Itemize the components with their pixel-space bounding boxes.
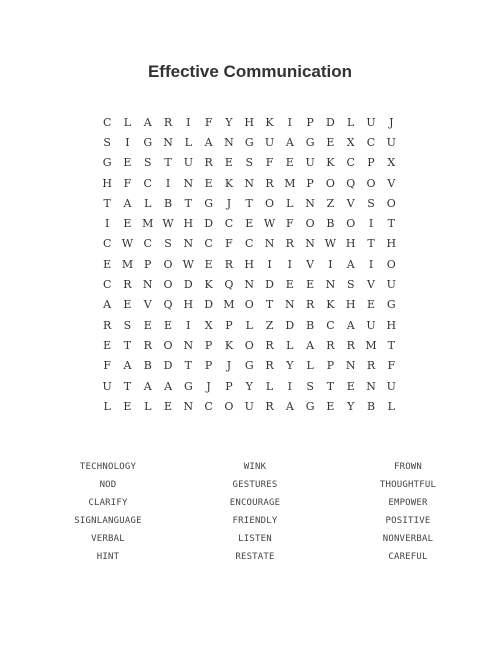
grid-letter: C [143,176,152,190]
grid-letter: O [224,399,234,413]
grid-letter: V [367,278,375,292]
grid-letter: O [386,196,396,210]
grid-letter: D [204,217,214,231]
grid-letter: N [366,379,376,393]
grid-letter: L [347,115,355,129]
grid-letter: M [121,257,134,271]
word-list-item: FRIENDLY [232,516,278,526]
grid-letter: E [285,278,294,292]
grid-letter: S [245,156,253,170]
grid-letter: R [224,257,234,271]
grid-letter: C [245,237,254,251]
grid-letter: C [204,399,213,413]
grid-letter: I [104,217,110,231]
grid-letter: X [204,318,213,332]
grid-letter: O [366,176,376,190]
grid-letter: M [142,217,154,231]
grid-letter: C [102,278,112,292]
grid-letter: O [305,217,315,231]
grid-letter: O [386,257,396,271]
grid-letter: N [305,237,315,251]
grid-letter: P [326,359,335,373]
grid-letter: A [204,135,213,149]
grid-letter: A [123,196,132,210]
grid-letter: N [142,278,153,292]
grid-letter: T [103,196,111,210]
grid-letter: E [164,318,173,332]
grid-letter: N [285,298,295,312]
grid-letter: X [387,156,396,170]
grid-letter: V [346,196,355,210]
grid-letter: N [345,359,356,373]
grid-letter: T [387,217,395,231]
grid-letter: N [183,176,194,190]
grid-letter: V [387,176,396,190]
grid-letter: U [366,115,376,129]
grid-letter: P [306,176,314,190]
grid-letter: O [325,176,335,190]
grid-letter: Q [224,278,234,292]
grid-letter: P [225,379,233,393]
grid-letter: B [163,196,173,210]
letter-grid [97,112,401,416]
grid-letter: G [244,359,254,373]
grid-letter: N [183,338,194,352]
puzzle-title: Effective Communication [147,62,353,81]
word-list-item: HINT [96,552,120,562]
grid-letter: P [225,318,233,332]
grid-letter: I [267,257,272,271]
grid-letter: U [183,156,193,170]
grid-letter: H [183,217,194,231]
grid-letter: N [244,176,255,190]
grid-letter: G [102,156,112,170]
grid-letter: E [103,257,112,271]
grid-letter: T [184,196,192,210]
grid-letter: T [326,379,335,393]
grid-letter: N [163,135,173,149]
grid-letter: G [305,399,315,413]
grid-letter: A [103,298,112,312]
grid-letter: K [326,298,335,312]
grid-letter: E [164,399,173,413]
grid-letter: L [184,135,192,149]
grid-letter: I [287,379,292,393]
grid-letter: R [305,298,315,312]
grid-letter: K [326,156,335,170]
grid-letter: F [265,156,274,170]
grid-letter: O [163,338,173,352]
grid-letter: D [326,115,335,129]
grid-letter: S [164,237,172,251]
grid-letter: H [345,298,356,312]
grid-letter: L [245,318,253,332]
word-list-item: TECHNOLOGY [79,462,137,472]
grid-letter: L [103,399,111,413]
grid-letter: B [366,399,376,413]
grid-letter: R [265,338,274,352]
grid-letter: F [286,217,294,231]
grid-letter: K [224,176,234,190]
grid-letter: A [346,318,355,332]
grid-letter: J [206,379,211,393]
grid-letter: D [204,298,214,312]
grid-letter: U [386,278,396,292]
grid-letter: U [366,318,376,332]
grid-letter: N [183,237,194,251]
grid-letter: I [368,257,374,271]
word-list-item: GESTURES [232,480,278,490]
grid-letter: P [204,338,213,352]
grid-letter: E [103,338,112,352]
word-list-item: LISTEN [238,534,272,544]
grid-letter: R [163,115,173,129]
grid-letter: O [265,196,275,210]
grid-letter: B [326,217,335,231]
grid-letter: H [244,257,255,271]
word-list-item: WINK [243,462,267,472]
grid-letter: B [143,359,152,373]
grid-letter: U [244,399,254,413]
grid-letter: F [225,237,233,251]
word-list [50,458,460,566]
grid-letter: L [144,399,152,413]
grid-letter: F [204,115,213,129]
grid-letter: W [263,217,276,231]
grid-letter: O [163,278,173,292]
grid-letter: E [245,217,254,231]
grid-letter: L [306,359,314,373]
grid-letter: I [328,257,333,271]
grid-letter: L [387,399,395,413]
grid-letter: T [123,338,132,352]
grid-letter: U [386,379,396,393]
grid-letter: F [387,359,396,373]
word-list-item: SIGNLANGUAGE [74,516,142,526]
grid-letter: I [165,176,171,190]
grid-letter: H [386,318,397,332]
grid-letter: G [204,196,214,210]
grid-letter: D [163,359,173,373]
grid-letter: Q [163,298,173,312]
grid-letter: F [123,176,132,190]
grid-letter: G [183,379,193,393]
grid-letter: R [143,338,152,352]
grid-letter: T [367,237,375,251]
grid-letter: Y [245,379,253,393]
word-list-item: CLARIFY [88,498,128,508]
grid-letter: H [386,237,397,251]
grid-letter: A [143,115,152,129]
grid-letter: Y [225,115,233,129]
grid-letter: K [204,278,213,292]
word-list-item: NOD [99,480,117,490]
grid-letter: C [102,115,112,129]
grid-letter: B [306,318,315,332]
grid-letter: Q [346,176,356,190]
grid-letter: T [245,196,253,210]
grid-letter: R [123,278,132,292]
grid-letter: U [305,156,315,170]
grid-letter: C [326,318,335,332]
grid-letter: E [346,379,355,393]
grid-letter: G [386,298,396,312]
grid-letter: H [244,115,255,129]
word-list-item: THOUGHTFUL [379,480,437,490]
grid-letter: E [123,399,132,413]
grid-letter: U [264,135,275,149]
grid-letter: G [143,135,153,149]
grid-letter: O [244,338,254,352]
grid-letter: I [287,257,292,271]
grid-letter: U [386,135,396,149]
grid-letter: E [326,399,335,413]
grid-letter: S [306,379,314,393]
grid-letter: R [346,338,355,352]
grid-letter: J [389,115,394,129]
grid-letter: S [123,318,132,332]
grid-letter: M [365,338,377,352]
grid-letter: A [164,379,173,393]
grid-letter: W [121,237,134,251]
grid-letter: W [324,237,337,251]
grid-letter: L [123,115,132,129]
grid-letter: W [182,257,194,271]
grid-letter: P [367,156,375,170]
grid-letter: R [366,359,376,373]
grid-letter: G [305,135,315,149]
grid-letter: E [306,278,315,292]
grid-letter: E [366,298,376,312]
grid-letter: K [265,115,274,129]
grid-letter: D [285,318,295,332]
grid-letter: N [244,278,255,292]
grid-letter: C [102,237,112,251]
grid-letter: E [123,156,132,170]
grid-letter: L [265,379,274,393]
grid-letter: O [163,257,173,271]
grid-letter: A [143,379,152,393]
grid-letter: X [346,135,355,149]
word-list-item: NONVERBAL [382,534,434,544]
grid-letter: A [285,399,294,413]
grid-letter: E [123,217,132,231]
grid-letter: Y [347,399,355,413]
grid-letter: A [306,338,315,352]
grid-letter: O [346,217,356,231]
grid-letter: N [183,399,194,413]
grid-letter: E [143,318,152,332]
grid-letter: C [346,156,355,170]
grid-letter: K [224,338,234,352]
grid-letter: T [164,156,172,170]
grid-letter: M [223,298,235,312]
grid-letter: M [284,176,296,190]
grid-letter: H [183,298,194,312]
grid-letter: L [144,196,152,210]
grid-letter: E [204,257,213,271]
grid-letter: P [144,257,152,271]
grid-letter: C [204,237,213,251]
word-list-item: RESTATE [235,552,275,562]
grid-letter: P [204,359,213,373]
grid-letter: I [186,318,191,332]
grid-letter: E [326,135,335,149]
grid-letter: S [346,278,355,292]
grid-letter: S [367,196,375,210]
grid-letter: S [103,135,111,149]
grid-letter: Z [326,196,335,210]
grid-letter: C [143,237,152,251]
grid-letter: Y [286,359,294,373]
grid-letter: R [326,338,335,352]
grid-letter: E [123,298,132,312]
grid-letter: P [306,115,314,129]
grid-letter: N [224,135,234,149]
word-list-item: CAREFUL [388,552,428,562]
grid-letter: J [226,196,232,210]
grid-letter: E [204,176,213,190]
grid-letter: I [186,115,191,129]
grid-letter: L [286,338,294,352]
word-list-item: VERBAL [91,534,125,544]
grid-letter: E [224,156,233,170]
grid-letter: S [143,156,152,170]
grid-letter: R [204,156,213,170]
grid-letter: O [244,298,254,312]
grid-letter: A [123,359,132,373]
word-list-item: ENCOURAGE [229,498,281,508]
grid-letter: T [123,379,132,393]
word-list-item: POSITIVE [385,516,431,526]
grid-letter: H [345,237,356,251]
grid-letter: U [102,379,112,393]
grid-letter: H [102,176,112,190]
word-list-item: FROWN [393,462,423,472]
grid-letter: A [285,135,294,149]
grid-letter: R [265,176,274,190]
grid-letter: R [265,399,274,413]
grid-letter: I [125,135,130,149]
grid-letter: L [286,196,294,210]
grid-letter: D [183,278,193,292]
grid-letter: V [306,257,315,271]
grid-letter: F [103,359,111,373]
grid-letter: J [226,359,232,373]
grid-letter: T [184,359,192,373]
grid-letter: W [162,217,174,231]
grid-letter: D [265,278,274,292]
grid-letter: A [346,257,355,271]
word-list-item: EMPOWER [388,498,428,508]
grid-letter: R [285,237,294,251]
grid-letter: I [368,217,374,231]
grid-letter: C [366,135,376,149]
grid-letter: Z [265,318,274,332]
grid-letter: N [264,237,275,251]
grid-letter: R [265,359,274,373]
grid-letter: I [287,115,292,129]
grid-letter: T [387,338,395,352]
grid-letter: T [265,298,274,312]
grid-letter: N [305,196,315,210]
grid-letter: C [224,217,234,231]
grid-letter: V [143,298,152,312]
grid-letter: G [244,135,254,149]
grid-letter: E [285,156,294,170]
grid-letter: N [325,278,336,292]
grid-letter: R [103,318,112,332]
